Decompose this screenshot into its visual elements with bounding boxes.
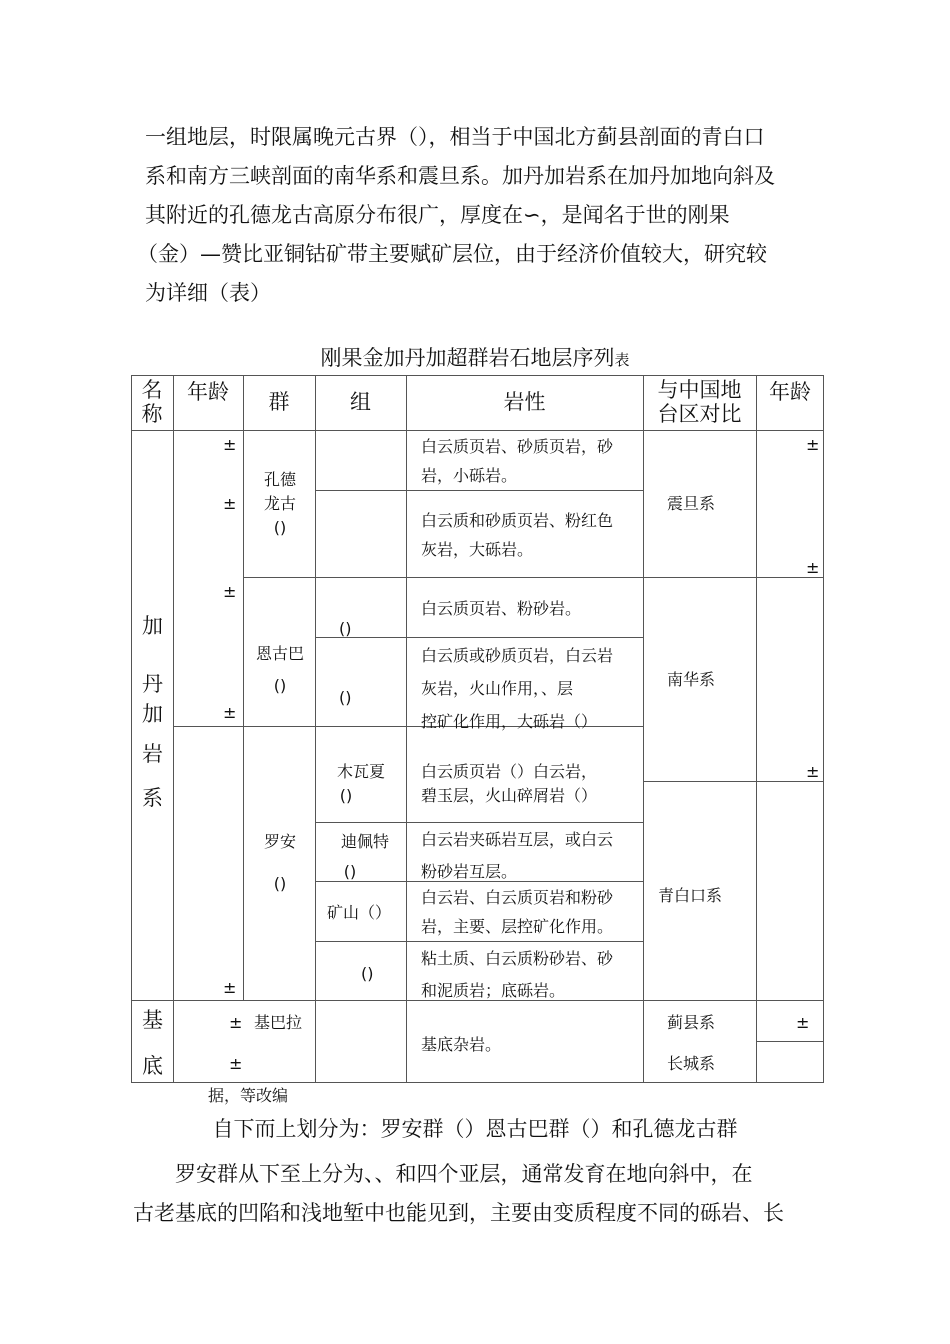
age2-pm: ± bbox=[806, 558, 820, 577]
formation-mwashya: 木瓦夏 () bbox=[336, 762, 385, 805]
body-paragraph bbox=[133, 1155, 833, 1233]
lithology-cell: 白云质页岩、粉砂岩。 bbox=[421, 599, 582, 618]
group-kibara: 基巴拉 bbox=[254, 1013, 303, 1032]
body-line: 罗安群从下至上分为、、和四个亚层，通常发育在地向斜中，在 bbox=[133, 1162, 753, 1186]
formation-cell: () bbox=[339, 688, 352, 707]
lithology-cell: 白云质页岩（）白云岩， 碧玉层，火山碎屑岩（） bbox=[421, 762, 598, 805]
lithology-cell: 白云岩夹砾岩互层，或白云 粉砂岩互层。 bbox=[421, 830, 614, 881]
header-group: 群 bbox=[268, 390, 290, 414]
intro-line: 一组地层，时限属晚元古界（），相当于中国北方蓟县剖面的青白口 bbox=[145, 125, 765, 149]
lithology-cell: 白云质页岩、砂质页岩，砂 岩，小砾岩。 bbox=[421, 437, 614, 485]
compare-changcheng: 长城系 bbox=[667, 1054, 716, 1073]
header-name: 名 称 bbox=[141, 378, 163, 426]
age-pm: ± bbox=[223, 703, 237, 722]
group-roan: 罗安 () bbox=[263, 832, 296, 893]
age-pm: ± bbox=[223, 978, 237, 997]
group-kundelungu: 孔德 龙古 () bbox=[263, 470, 296, 537]
basement-name: 基 底 bbox=[142, 1008, 163, 1078]
table-caption-suffix: 表 bbox=[614, 351, 630, 369]
header-china-comparison: 与中国地 台区对比 bbox=[657, 378, 742, 426]
formation-cell: () bbox=[361, 964, 374, 983]
lithology-cell: 白云质和砂质页岩、粉红色 灰岩，大砾岩。 bbox=[421, 511, 614, 559]
intro-line: （金）—赞比亚铜钴矿带主要赋矿层位，由于经济价值较大，研究较 bbox=[137, 242, 767, 266]
lithology-cell: 粘土质、白云质粉砂岩、砂 和泥质岩；底砾岩。 bbox=[421, 949, 614, 1000]
age-pm: ± bbox=[229, 1054, 243, 1073]
compare-jixian: 蓟县系 bbox=[667, 1013, 716, 1032]
intro-line: 为详细（表） bbox=[145, 281, 271, 305]
lithology-cell: 基底杂岩。 bbox=[421, 1035, 502, 1054]
intro-line: 系和南方三峡剖面的南华系和震旦系。加丹加岩系在加丹加地向斜及 bbox=[145, 164, 775, 188]
age2-pm: ± bbox=[806, 435, 820, 454]
lithology-cell: 白云质或砂质页岩，白云岩 灰岩，火山作用，、层 控矿化作用，大砾岩（） bbox=[421, 646, 614, 731]
table-caption-text: 刚果金加丹加超群岩石地层序列 bbox=[320, 346, 615, 370]
age-pm: ± bbox=[223, 582, 237, 601]
formation-dipeta: 迪佩特 () bbox=[340, 832, 389, 881]
compare-qingbaikou: 青白口系 bbox=[658, 886, 723, 905]
age-pm: ± bbox=[223, 435, 237, 454]
intro-line: 其附近的孔德龙古高原分布很广，厚度在∽，是闻名于世的刚果 bbox=[145, 203, 730, 227]
compare-sinian: 震旦系 bbox=[667, 494, 716, 513]
formation-mines: 矿山（） bbox=[327, 903, 392, 922]
age-pm: ± bbox=[223, 494, 237, 513]
age2-pm: ± bbox=[796, 1013, 810, 1032]
header-age: 年龄 bbox=[187, 380, 229, 404]
header-lithology: 岩性 bbox=[503, 390, 546, 414]
lithology-cell: 白云岩、白云质页岩和粉砂 岩，主要、层控矿化作用。 bbox=[421, 888, 614, 936]
header-formation: 组 bbox=[350, 390, 371, 414]
formation-cell: () bbox=[339, 619, 352, 638]
subheading: 自下而上划分为：罗安群（）恩古巴群（）和孔德龙古群 bbox=[212, 1117, 738, 1141]
header-age-2: 年龄 bbox=[769, 380, 811, 404]
age-pm: ± bbox=[229, 1013, 243, 1032]
age2-pm: ± bbox=[806, 762, 820, 781]
group-ngubu: 恩古巴 () bbox=[255, 644, 304, 695]
compare-nanhua: 南华系 bbox=[667, 670, 716, 689]
system-name-katanga: 加 丹 加 岩 系 bbox=[142, 614, 163, 810]
body-line: 古老基底的凹陷和浅地堑中也能见到，主要由变质程度不同的砾岩、长 bbox=[133, 1201, 784, 1225]
table-footnote: 据，等改编 bbox=[208, 1086, 289, 1105]
